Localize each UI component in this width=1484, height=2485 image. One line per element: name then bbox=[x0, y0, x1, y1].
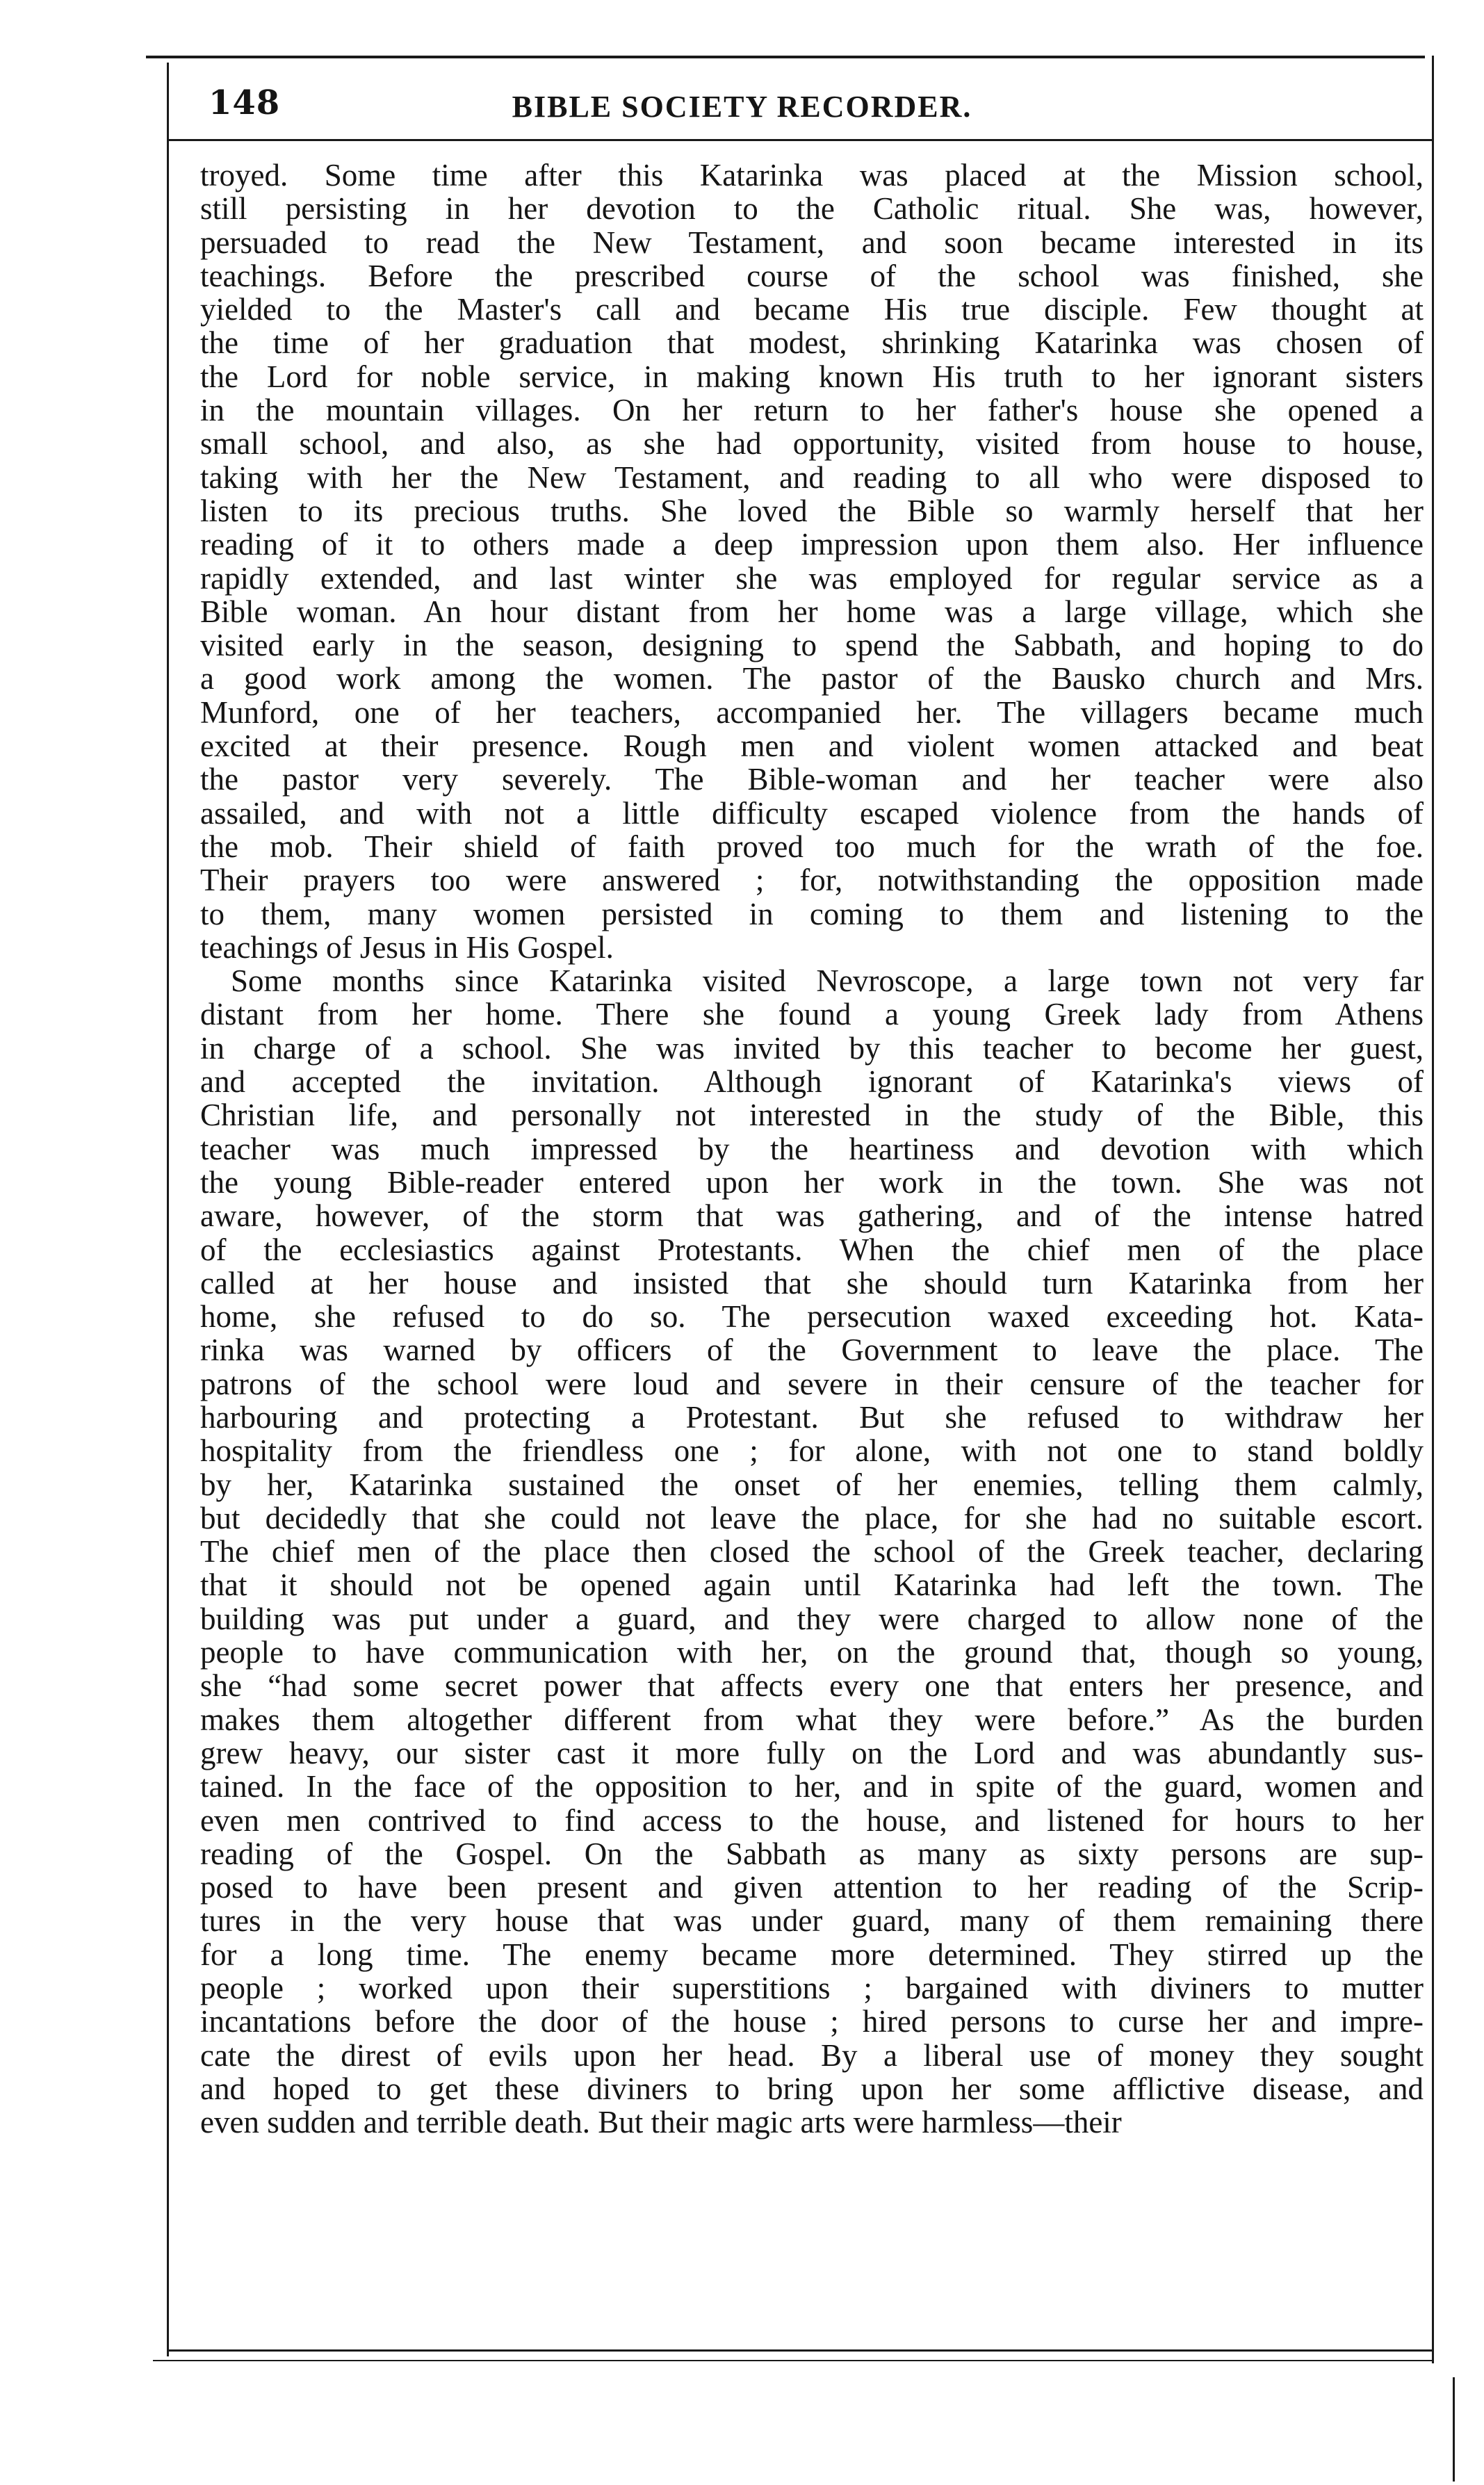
text-line: for a long time. The enemy became more determined. They stirred up the bbox=[200, 1937, 1424, 1972]
text-line: teacher was much impressed by the heartiness and devotion with which bbox=[200, 1131, 1424, 1166]
text-line: reading of it to others made a deep impression upon them also. Her influence bbox=[200, 527, 1424, 562]
body-text bbox=[200, 158, 1424, 2140]
text-line: even sudden and terrible death. But their magic arts were harmless—their bbox=[200, 2105, 1122, 2140]
text-line: and hoped to get these diviners to bring upon her some afflictive disease, and bbox=[200, 2071, 1424, 2106]
text-line: grew heavy, our sister cast it more fully on the Lord and was abundantly sus- bbox=[200, 1735, 1424, 1770]
text-line: Bible woman. An hour distant from her home was a large village, which she bbox=[200, 594, 1424, 629]
text-line: people ; worked upon their superstitions ; bargained with diviners to mutter bbox=[200, 1971, 1424, 2006]
text-line: troyed. Some time after this Katarinka was placed at the Mission school, bbox=[200, 158, 1424, 193]
text-line: in the mountain villages. On her return to her father's house she opened a bbox=[200, 393, 1424, 428]
text-line: and accepted the invitation. Although ignorant of Katarinka's views of bbox=[200, 1064, 1424, 1100]
text-line: harbouring and protecting a Protestant. But she refused to withdraw her bbox=[200, 1399, 1424, 1435]
text-line: called at her house and insisted that she should turn Katarinka from her bbox=[200, 1265, 1424, 1301]
header-rule bbox=[167, 139, 1432, 141]
text-line: assailed, and with not a little difficulty escaped violence from the hands of bbox=[200, 795, 1424, 831]
top-rule bbox=[146, 56, 1425, 58]
page-number: 148 bbox=[209, 83, 281, 122]
text-line: a good work among the women. The pastor of the Bausko church and Mrs. bbox=[200, 661, 1424, 696]
text-line: rinka was warned by officers of the Government to leave the place. The bbox=[200, 1333, 1424, 1368]
text-line: the Lord for noble service, in making known His truth to her ignorant sisters bbox=[200, 359, 1424, 394]
left-border-rule bbox=[167, 63, 169, 2356]
text-line: she “had some secret power that affects every one that enters her presence, and bbox=[200, 1668, 1424, 1704]
margin-edge-mark bbox=[1453, 2377, 1455, 2482]
text-line: tained. In the face of the opposition to her, and in spite of the guard, women and bbox=[200, 1769, 1424, 1804]
text-line: in charge of a school. She was invited by this teacher to become her guest, bbox=[200, 1030, 1424, 1066]
text-line: persuaded to read the New Testament, and soon became interested in its bbox=[200, 225, 1424, 260]
text-line: people to have communication with her, on the ground that, though so young, bbox=[200, 1635, 1424, 1670]
text-line: tures in the very house that was under guard, many of them remaining there bbox=[200, 1903, 1424, 1939]
text-line: visited early in the season, designing to spend the Sabbath, and hoping to do bbox=[200, 628, 1424, 663]
text-line: reading of the Gospel. On the Sabbath as many as sixty persons are sup- bbox=[200, 1836, 1424, 1871]
bottom-rule bbox=[167, 2349, 1432, 2352]
text-line: taking with her the New Testament, and reading to all who were disposed to bbox=[200, 459, 1424, 495]
text-line: building was put under a guard, and they were charged to allow none of the bbox=[200, 1601, 1424, 1636]
text-line: the time of her graduation that modest, shrinking Katarinka was chosen of bbox=[200, 325, 1424, 361]
text-line: yielded to the Master's call and became His true disciple. Few thought at bbox=[200, 292, 1424, 327]
text-line: Their prayers too were answered ; for, notwithstanding the opposition made bbox=[200, 863, 1424, 898]
text-line: still persisting in her devotion to the Catholic ritual. She was, however, bbox=[200, 191, 1424, 227]
text-line: of the ecclesiastics against Protestants. When the chief men of the place bbox=[200, 1232, 1424, 1267]
text-line: even men contrived to find access to the house, and listened for hours to her bbox=[200, 1802, 1424, 1838]
text-line: Christian life, and personally not interested in the study of the Bible, this bbox=[200, 1098, 1424, 1133]
text-line: makes them altogether different from what they were before.” As the burden bbox=[200, 1702, 1424, 1737]
text-line: by her, Katarinka sustained the onset of her enemies, telling them calmly, bbox=[200, 1467, 1424, 1502]
text-line: but decidedly that she could not leave the place, for she had no suitable escort. bbox=[200, 1500, 1424, 1535]
text-line: home, she refused to do so. The persecution waxed exceeding hot. Kata- bbox=[200, 1299, 1424, 1335]
right-border-rule bbox=[1432, 56, 1434, 2363]
text-line: Munford, one of her teachers, accompanied her. The villagers became much bbox=[200, 694, 1424, 730]
text-line: posed to have been present and given attention to her reading of the Scrip- bbox=[200, 1870, 1424, 1905]
running-title: BIBLE SOCIETY RECORDER. bbox=[512, 90, 972, 124]
text-line: patrons of the school were loud and severe in their censure of the teacher for bbox=[200, 1366, 1424, 1401]
text-line: listen to its precious truths. She loved the Bible so warmly herself that her bbox=[200, 493, 1424, 528]
lower-rule bbox=[153, 2360, 1432, 2361]
text-line: teachings of Jesus in His Gospel. bbox=[200, 929, 614, 965]
text-line: excited at their presence. Rough men and violent women attacked and beat bbox=[200, 728, 1424, 764]
text-line: The chief men of the place then closed the school of the Greek teacher, declaring bbox=[200, 1534, 1424, 1570]
text-line: the young Bible-reader entered upon her work in the town. She was not bbox=[200, 1164, 1424, 1200]
text-line: incantations before the door of the house ; hired persons to curse her and impre- bbox=[200, 2004, 1424, 2039]
text-line: teachings. Before the prescribed course of the school was finished, she bbox=[200, 258, 1424, 293]
text-line: hospitality from the friendless one ; for alone, with not one to stand boldly bbox=[200, 1433, 1424, 1469]
text-line: rapidly extended, and last winter she was employed for regular service as a bbox=[200, 560, 1424, 596]
text-line: the mob. Their shield of faith proved too much for the wrath of the foe. bbox=[200, 829, 1424, 864]
text-line: distant from her home. There she found a young Greek lady from Athens bbox=[200, 997, 1424, 1032]
text-line: the pastor very severely. The Bible-woman and her teacher were also bbox=[200, 762, 1424, 797]
text-line: cate the direst of evils upon her head. By a liberal use of money they sought bbox=[200, 2037, 1424, 2073]
text-line: small school, and also, as she had opportunity, visited from house to house, bbox=[200, 426, 1424, 462]
text-line: aware, however, of the storm that was gathering, and of the intense hatred bbox=[200, 1198, 1424, 1234]
text-line: to them, many women persisted in coming to them and listening to the bbox=[200, 896, 1424, 931]
text-line: Some months since Katarinka visited Nevroscope, a large town not very far bbox=[231, 963, 1424, 999]
text-line: that it should not be opened again until Katarinka had left the town. The bbox=[200, 1567, 1424, 1603]
